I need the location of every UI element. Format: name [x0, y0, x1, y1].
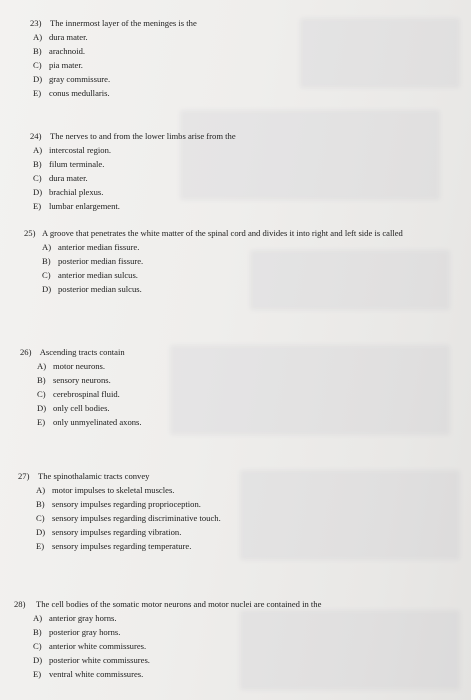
answer-option: [30, 667, 321, 681]
option-text: intercostal region.: [49, 145, 112, 155]
answer-option: [30, 143, 236, 157]
question-number: 24): [30, 131, 42, 141]
answer-option: [30, 171, 236, 185]
answer-option: [39, 268, 462, 282]
answer-option: [39, 254, 462, 268]
option-text: cerebrospinal fluid.: [53, 389, 120, 399]
option-letter: D): [37, 403, 47, 413]
answer-option: [33, 483, 221, 497]
answer-option: [30, 157, 236, 171]
answer-options: [18, 483, 221, 553]
question-number: 23): [30, 18, 42, 28]
option-text: motor neurons.: [53, 361, 106, 371]
option-letter: B): [33, 159, 42, 169]
question-number: 26): [20, 347, 32, 357]
question-stem: The nerves to and from the lower limbs arise from the: [50, 131, 236, 141]
option-text: posterior white commissures.: [49, 655, 150, 665]
option-letter: D): [36, 527, 46, 537]
answer-option: [30, 58, 197, 72]
answer-option: [34, 387, 142, 401]
question-26: [20, 345, 142, 429]
answer-option: [39, 240, 462, 254]
option-letter: A): [42, 242, 52, 252]
question-27: [18, 469, 221, 553]
option-text: dura mater.: [49, 173, 88, 183]
question-stem: A groove that penetrates the white matter of the spinal cord and divides it into right and left side is called: [42, 228, 403, 238]
option-text: posterior median sulcus.: [58, 284, 142, 294]
option-letter: D): [33, 655, 43, 665]
bleed-through-shade: [170, 345, 450, 435]
answer-option: [30, 44, 197, 58]
question-stem: The spinothalamic tracts convey: [38, 471, 150, 481]
bleed-through-shade: [300, 18, 460, 88]
option-text: gray commissure.: [49, 74, 111, 84]
bleed-through-shade: [240, 470, 460, 560]
option-text: arachnoid.: [49, 46, 86, 56]
option-text: anterior median fissure.: [58, 242, 140, 252]
option-text: filum terminale.: [49, 159, 105, 169]
option-letter: A): [33, 145, 43, 155]
answer-options: [24, 240, 462, 296]
option-letter: C): [42, 270, 51, 280]
answer-options: [30, 143, 236, 213]
answer-option: [34, 373, 142, 387]
option-letter: C): [33, 173, 42, 183]
answer-option: [33, 525, 221, 539]
question-stem: The innermost layer of the meninges is the: [50, 18, 197, 28]
answer-option: [30, 86, 197, 100]
option-text: brachial plexus.: [49, 187, 104, 197]
option-letter: A): [36, 485, 46, 495]
question-24: [30, 129, 236, 213]
option-letter: C): [33, 641, 42, 651]
question-stem-line: [20, 345, 142, 359]
option-letter: A): [33, 613, 43, 623]
option-text: only cell bodies.: [53, 403, 110, 413]
answer-options: [20, 359, 142, 429]
option-letter: E): [33, 669, 42, 679]
answer-option: [30, 611, 321, 625]
question-stem-line: [18, 469, 221, 483]
question-number: 28): [14, 599, 26, 609]
option-letter: C): [37, 389, 46, 399]
question-stem-line: [24, 226, 462, 240]
answer-option: [30, 72, 197, 86]
question-number: 25): [24, 228, 36, 238]
option-text: posterior gray horns.: [49, 627, 121, 637]
option-text: posterior median fissure.: [58, 256, 144, 266]
option-letter: E): [37, 417, 46, 427]
option-letter: B): [33, 46, 42, 56]
option-text: pia mater.: [49, 60, 83, 70]
question-stem: Ascending tracts contain: [39, 347, 125, 357]
question-28: [14, 597, 321, 681]
option-letter: B): [36, 499, 45, 509]
answer-option: [30, 653, 321, 667]
option-text: sensory impulses regarding vibration.: [52, 527, 182, 537]
question-25: [24, 226, 462, 296]
question-number: 27): [18, 471, 30, 481]
answer-option: [33, 497, 221, 511]
question-stem-line: [30, 16, 197, 30]
question-stem-line: [30, 129, 236, 143]
answer-option: [30, 199, 236, 213]
option-text: sensory neurons.: [53, 375, 111, 385]
option-letter: A): [33, 32, 43, 42]
option-letter: B): [42, 256, 51, 266]
option-letter: E): [33, 201, 42, 211]
option-text: sensory impulses regarding discriminative touch.: [52, 513, 221, 523]
answer-option: [30, 30, 197, 44]
question-stem: The cell bodies of the somatic motor neurons and motor nuclei are contained in the: [36, 599, 322, 609]
answer-option: [30, 185, 236, 199]
answer-option: [30, 625, 321, 639]
option-letter: C): [33, 60, 42, 70]
option-letter: E): [33, 88, 42, 98]
option-text: lumbar enlargement.: [49, 201, 120, 211]
option-letter: B): [33, 627, 42, 637]
option-text: anterior median sulcus.: [58, 270, 138, 280]
answer-options: [14, 611, 321, 681]
option-text: sensory impulses regarding proprioception.: [52, 499, 201, 509]
question-stem-line: [14, 597, 321, 611]
option-letter: D): [33, 74, 43, 84]
answer-option: [34, 401, 142, 415]
option-text: motor impulses to skeletal muscles.: [52, 485, 175, 495]
option-letter: A): [37, 361, 47, 371]
option-text: anterior white commissures.: [49, 641, 147, 651]
question-23: [30, 16, 197, 100]
option-letter: E): [36, 541, 45, 551]
answer-option: [30, 639, 321, 653]
option-text: only unmyelinated axons.: [53, 417, 142, 427]
option-text: conus medullaris.: [49, 88, 110, 98]
option-letter: D): [42, 284, 52, 294]
option-text: ventral white commissures.: [49, 669, 144, 679]
answer-option: [39, 282, 462, 296]
answer-option: [33, 511, 221, 525]
option-text: dura mater.: [49, 32, 88, 42]
option-text: sensory impulses regarding temperature.: [52, 541, 192, 551]
answer-option: [34, 359, 142, 373]
option-letter: D): [33, 187, 43, 197]
answer-options: [30, 30, 197, 100]
option-text: anterior gray horns.: [49, 613, 117, 623]
option-letter: B): [37, 375, 46, 385]
option-letter: C): [36, 513, 45, 523]
answer-option: [33, 539, 221, 553]
answer-option: [34, 415, 142, 429]
